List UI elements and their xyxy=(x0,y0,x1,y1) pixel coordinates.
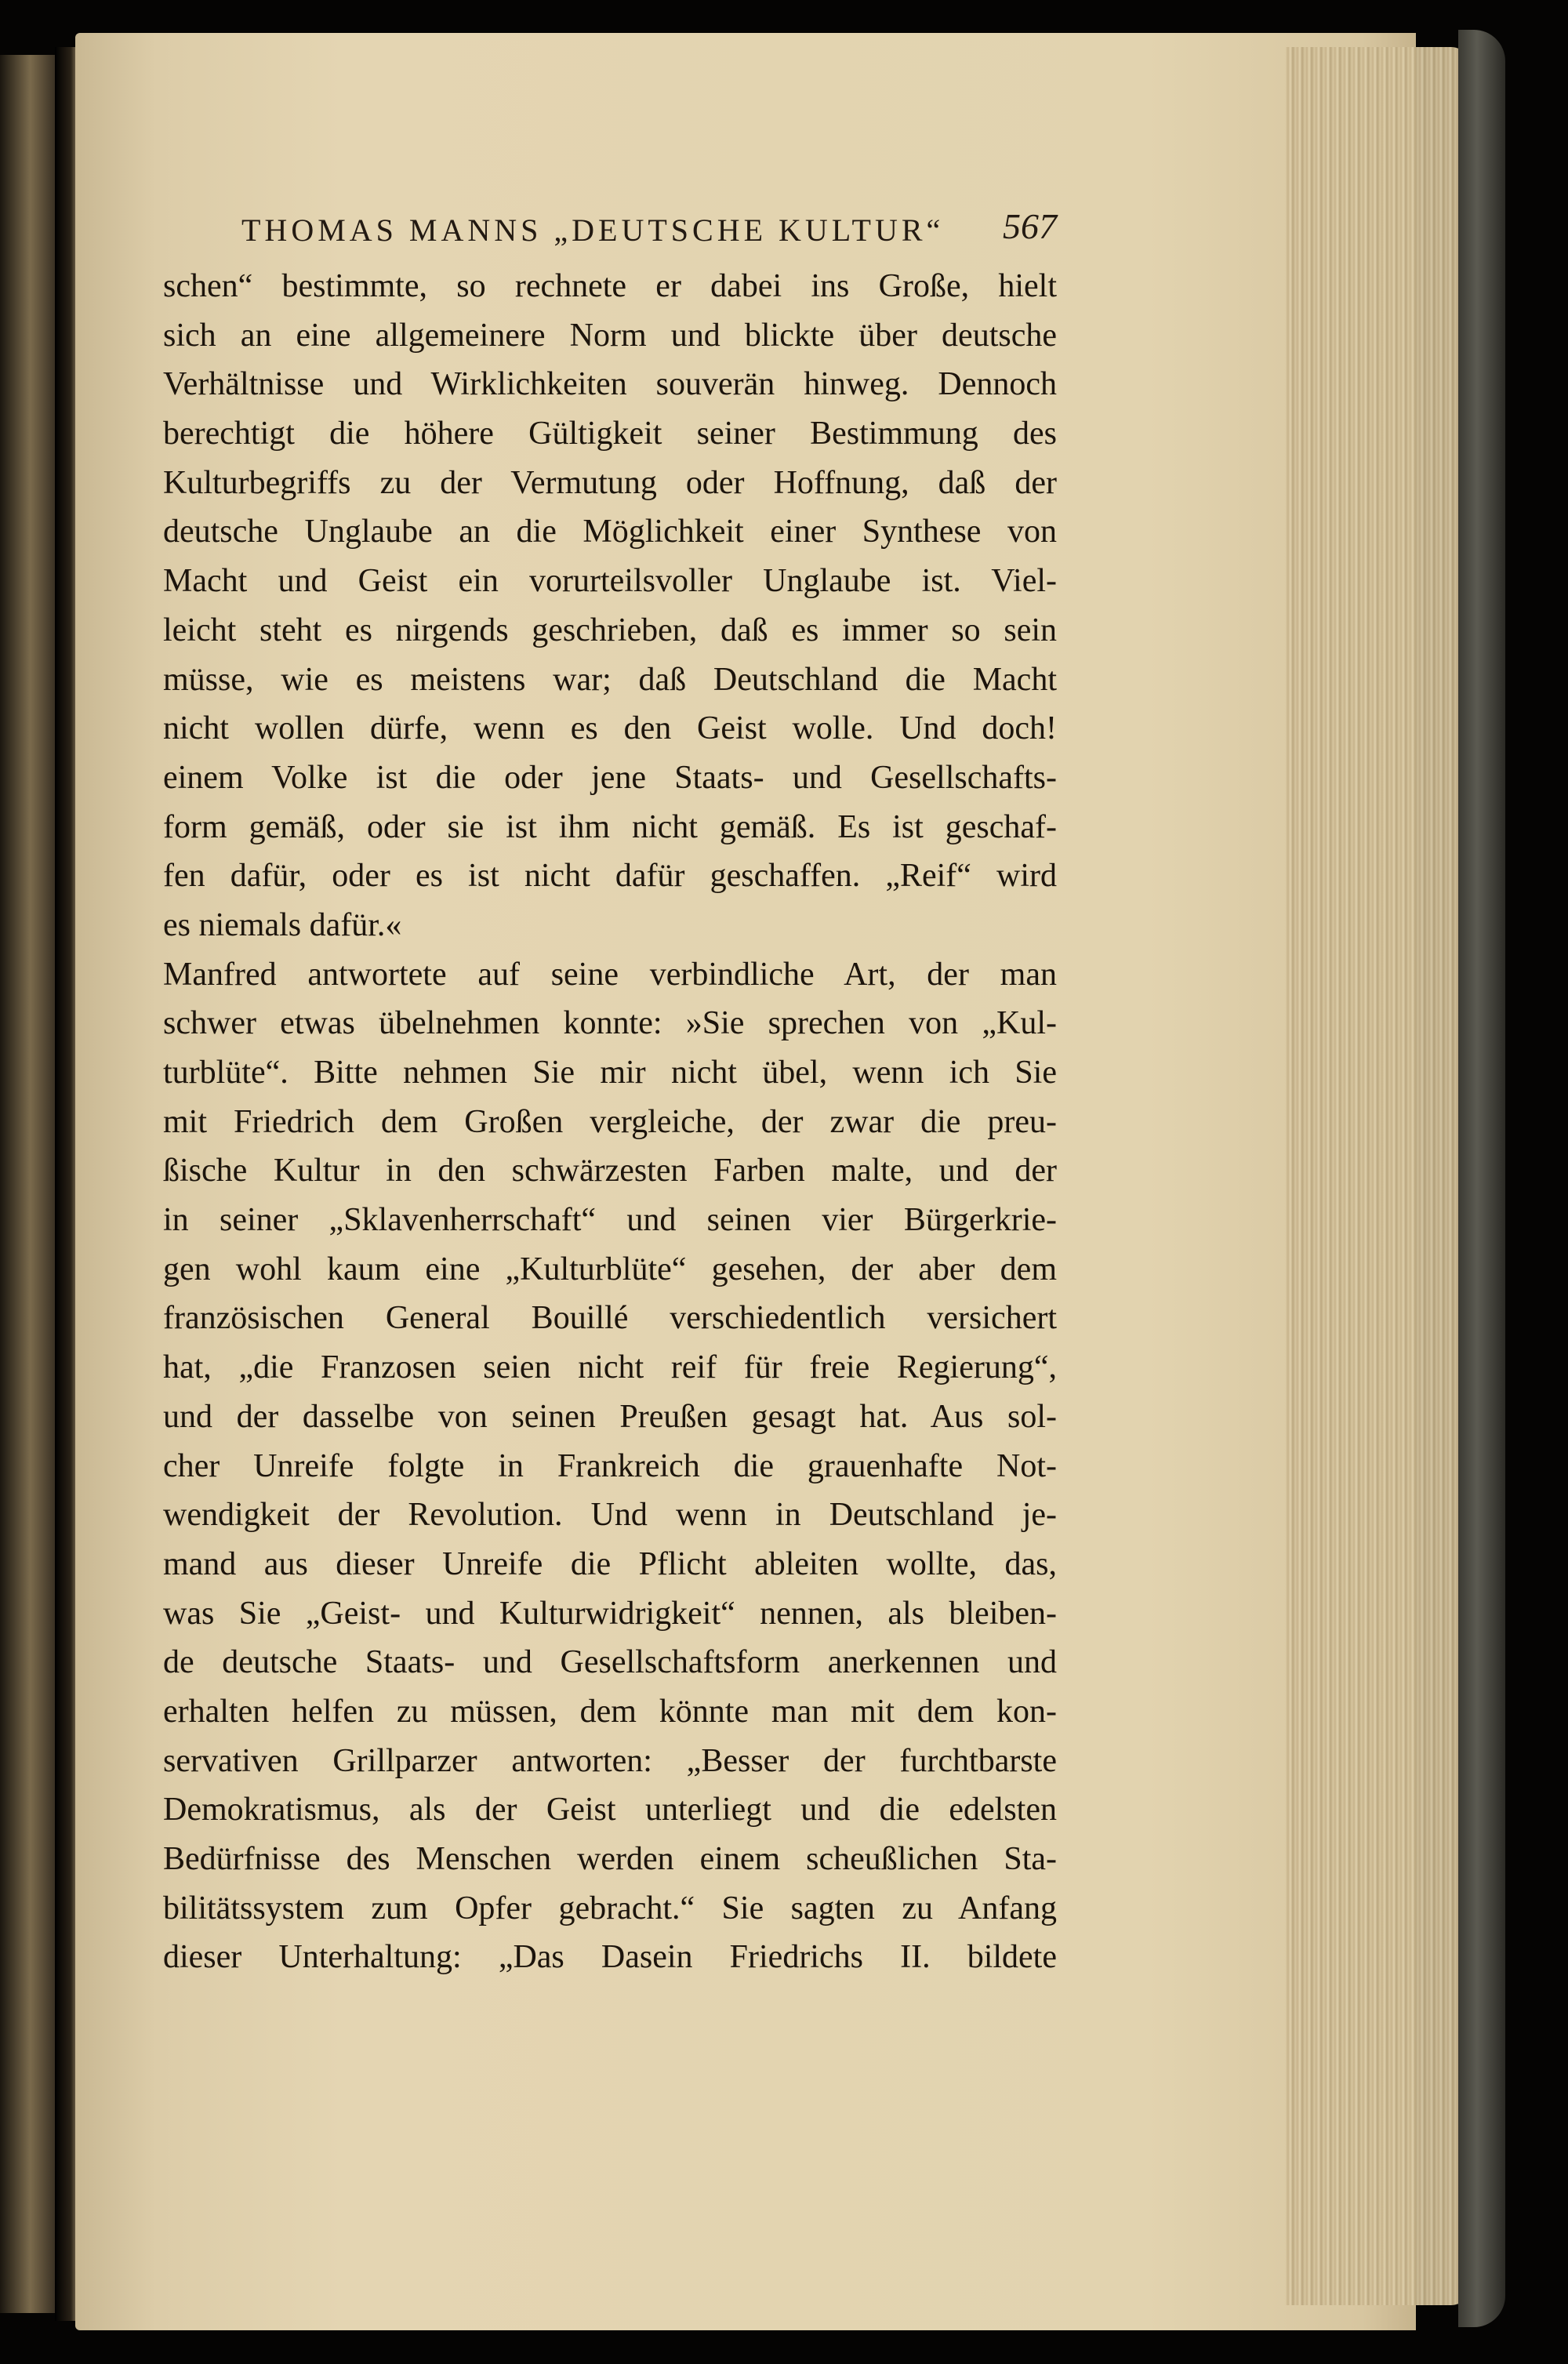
text-line: de deutsche Staats- und Gesellschaftsform anerkennen und xyxy=(163,1644,1057,1681)
text-line: Verhältnisse und Wirklichkeiten souverän hinweg. Dennoch xyxy=(163,366,1057,403)
text-line: Manfred antwortete auf seine verbindliche Art, der man xyxy=(163,956,1057,993)
text-line: was Sie „Geist- und Kulturwidrigkeit“ nennen, als bleiben- xyxy=(163,1595,1057,1632)
left-page-edge xyxy=(0,55,55,2313)
text-line: gen wohl kaum eine „Kulturblüte“ gesehen, der aber dem xyxy=(163,1251,1057,1287)
text-line: erhalten helfen zu müssen, dem könnte man mit dem kon- xyxy=(163,1693,1057,1730)
text-line: in seiner „Sklavenherrschaft“ und seinen vier Bürgerkrie- xyxy=(163,1202,1057,1239)
text-line: hat, „die Franzosen seien nicht reif für freie Regierung“, xyxy=(163,1349,1057,1386)
book-cover-edge xyxy=(1458,30,1505,2327)
running-head: THOMAS MANNS „DEUTSCHE KULTUR“ xyxy=(241,212,945,248)
text-line: sich an eine allgemeinere Norm und blickte über deutsche xyxy=(163,317,1057,354)
page-text xyxy=(163,206,1057,1982)
text-line: form gemäß, oder sie ist ihm nicht gemäß. Es ist geschaf- xyxy=(163,808,1057,845)
text-line: und der dasselbe von seinen Preußen gesagt hat. Aus sol- xyxy=(163,1398,1057,1435)
text-line: einem Volke ist die oder jene Staats- und Gesellschafts- xyxy=(163,759,1057,796)
text-line: turblüte“. Bitte nehmen Sie mir nicht übel, wenn ich Sie xyxy=(163,1055,1057,1091)
text-line: Bedürfnisse des Menschen werden einem scheußlichen Sta- xyxy=(163,1841,1057,1877)
text-line: schen“ bestimmte, so rechnete er dabei ins Große, hielt xyxy=(163,268,1057,304)
page-stack-edge xyxy=(1286,47,1470,2305)
text-line: französischen General Bouillé verschiedentlich versichert xyxy=(163,1300,1057,1337)
page-header xyxy=(163,206,1057,262)
text-line: Macht und Geist ein vorurteilsvoller Unglaube ist. Viel- xyxy=(163,563,1057,600)
text-line: müsse, wie es meistens war; daß Deutschland die Macht xyxy=(163,661,1057,698)
text-line: wendigkeit der Revolution. Und wenn in Deutschland je- xyxy=(163,1497,1057,1534)
text-line: leicht steht es nirgends geschrieben, daß es immer so sein xyxy=(163,612,1057,648)
page-number: 567 xyxy=(1003,206,1057,246)
text-line: deutsche Unglaube an die Möglichkeit einer Synthese von xyxy=(163,514,1057,550)
text-line: mand aus dieser Unreife die Pflicht ableiten wollte, das, xyxy=(163,1545,1057,1582)
text-line: Kulturbegriffs zu der Vermutung oder Hoffnung, daß der xyxy=(163,464,1057,501)
text-line: schwer etwas übelnehmen konnte: »Sie sprechen von „Kul- xyxy=(163,1005,1057,1042)
text-line: mit Friedrich dem Großen vergleiche, der zwar die preu- xyxy=(163,1103,1057,1140)
text-line: dieser Unterhaltung: „Das Dasein Friedrichs II. bildete xyxy=(163,1939,1057,1976)
text-line: berechtigt die höhere Gültigkeit seiner Bestimmung des xyxy=(163,416,1057,452)
body-text xyxy=(163,262,1057,1982)
text-line: Demokratismus, als der Geist unterliegt und die edelsten xyxy=(163,1792,1057,1828)
text-line: nicht wollen dürfe, wenn es den Geist wolle. Und doch! xyxy=(163,710,1057,747)
text-line: cher Unreife folgte in Frankreich die grauenhafte Not- xyxy=(163,1447,1057,1484)
text-line: ßische Kultur in den schwärzesten Farben malte, und der xyxy=(163,1153,1057,1189)
text-line: fen dafür, oder es ist nicht dafür geschaffen. „Reif“ wird xyxy=(163,858,1057,895)
text-line: es niemals dafür.« xyxy=(163,906,402,943)
text-line: servativen Grillparzer antworten: „Besser der furchtbarste xyxy=(163,1742,1057,1779)
text-line: bilitätssystem zum Opfer gebracht.“ Sie sagten zu Anfang xyxy=(163,1890,1057,1926)
